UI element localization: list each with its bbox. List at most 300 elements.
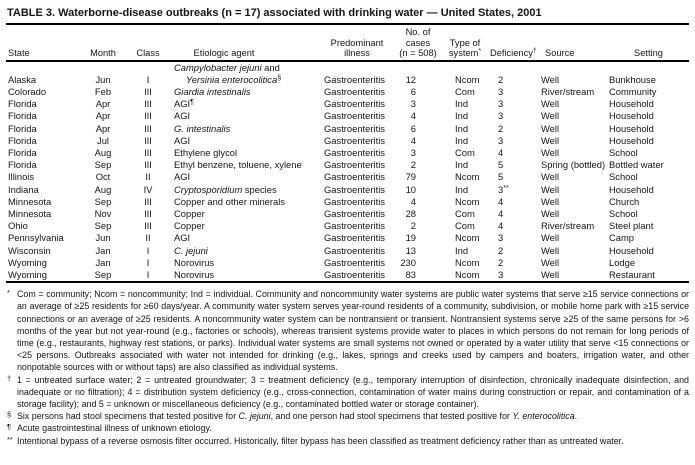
cell-deficiency bbox=[490, 232, 540, 244]
cell-type-of-system bbox=[440, 245, 490, 257]
cell-text: Com bbox=[455, 85, 475, 97]
cell-text: Com bbox=[455, 220, 475, 232]
cell-source bbox=[540, 257, 608, 269]
cell-class bbox=[126, 232, 170, 244]
footnote bbox=[6, 374, 689, 411]
cell-text: Ncom bbox=[455, 232, 480, 244]
cell-state bbox=[6, 98, 80, 110]
cell-type-of-system bbox=[440, 269, 490, 282]
cell-text: III bbox=[144, 85, 152, 97]
table-row bbox=[6, 184, 689, 196]
cell-text: Gastroenteritis bbox=[324, 256, 385, 268]
cell-text: 13 bbox=[405, 244, 416, 256]
cell-text: Sep bbox=[94, 268, 112, 280]
cell-state bbox=[6, 232, 80, 244]
cell-type-of-system bbox=[440, 196, 490, 208]
cell-deficiency bbox=[490, 159, 540, 171]
cell-source bbox=[540, 110, 608, 122]
cell-class bbox=[126, 220, 170, 232]
cell-setting bbox=[608, 86, 689, 98]
cell-text: Gastroenteritis bbox=[324, 220, 385, 232]
footnote-text: 1 = untreated surface water; 2 = untreated groundwater; 3 = treatment deficiency (e.g., temporary interruption of disinfection, chronically inadequate disinfection, and inadequate or no filtration); 4 = distribution system deficiency (e.g., cross-connection, contamination of water mains during construction or repair, and contamination of a storage facility); and 5 = unknown or miscellaneous deficiency (e.g., contaminated bottled water or storage container). bbox=[17, 374, 689, 409]
cell-etiologic-agent bbox=[170, 135, 318, 147]
cell-type-of-system bbox=[440, 257, 490, 269]
table-title: TABLE 3. Waterborne-disease outbreaks (n = 17) associated with drinking water — United States, 2001 bbox=[6, 4, 689, 25]
footnote bbox=[6, 410, 689, 422]
header-line bbox=[440, 48, 490, 59]
cell-etiologic-agent bbox=[170, 245, 318, 257]
superscript-marker: ¶ bbox=[190, 99, 194, 107]
cell-text: IV bbox=[143, 183, 153, 195]
cell-text: Jun bbox=[95, 73, 111, 85]
cell-text: School bbox=[609, 207, 638, 219]
cell-class bbox=[126, 98, 170, 110]
cell-text: Ncom bbox=[455, 256, 480, 268]
cell-text: Jan bbox=[95, 244, 111, 256]
cell-no-of-cases bbox=[396, 86, 440, 98]
footnotes bbox=[6, 288, 689, 447]
cell-source bbox=[540, 147, 608, 159]
cell-state bbox=[6, 86, 80, 98]
cell-text: Lodge bbox=[609, 256, 636, 268]
cell-text: AGI bbox=[174, 171, 191, 183]
cell-no-of-cases bbox=[396, 135, 440, 147]
agent-line-1 bbox=[174, 62, 318, 74]
cell-predominant-illness bbox=[318, 245, 396, 257]
cell-state bbox=[6, 196, 80, 208]
table-row bbox=[6, 220, 689, 232]
cell-predominant-illness bbox=[318, 232, 396, 244]
cell-text: Gastroenteritis bbox=[324, 244, 385, 256]
cell-month bbox=[80, 208, 126, 220]
table-row bbox=[6, 171, 689, 183]
cell-text: Gastroenteritis bbox=[324, 183, 385, 195]
agent-line-1 bbox=[174, 171, 318, 183]
cell-setting bbox=[608, 171, 689, 183]
cell-month bbox=[80, 269, 126, 282]
header-label: Setting bbox=[634, 48, 663, 58]
cell-text: 3 bbox=[498, 134, 504, 146]
cell-text: Well bbox=[541, 171, 560, 183]
footnote-text: Com = community; Ncom = noncommunity; Ind = individual. Community and noncommunity water systems are public water systems that serve ≥15 service connections or an average of ≥25 residents for ≥60 days/year. A community water system serves year-round residents of a community, subdivision, or mobile home park with ≥15 service connections or an average of ≥25 residents. A noncommunity water system can be nontransient or transient. Nontransient systems serve ≥25 of the same persons for >6 months of the year but not year-round (e.g., factories or schools), whereas transient systems provide water to places in which persons do not remain for long periods of time (e.g., restaurants, highway rest stations, or parks). Individual water systems are small systems not owned or operated by a water utility that serve <15 connections or <25 persons. Outbreaks associated with water not intended for drinking (e.g., lakes, springs and creeks used by campers and boaters, irrigation water, and other nonpotable sources with or without taps) are also classified as individual systems. bbox=[17, 289, 689, 373]
cell-text: 4 bbox=[498, 195, 504, 207]
header-label: Source bbox=[545, 48, 575, 58]
cell-deficiency bbox=[490, 184, 540, 196]
cell-text: 4 bbox=[410, 134, 416, 146]
cell-text: Household bbox=[609, 110, 654, 122]
cell-type-of-system bbox=[440, 220, 490, 232]
cell-text: Well bbox=[541, 232, 560, 244]
table-body bbox=[6, 61, 689, 283]
footnote-marker: * bbox=[7, 288, 10, 298]
cell-month bbox=[80, 147, 126, 159]
cell-deficiency bbox=[490, 123, 540, 135]
cell-state bbox=[6, 123, 80, 135]
cell-text: 4 bbox=[410, 195, 416, 207]
col-header-no-of-cases bbox=[396, 25, 440, 61]
footnote-text: Six persons had stool specimens that tested positive for bbox=[17, 411, 239, 422]
cell-text: Well bbox=[541, 73, 560, 85]
cell-text: Jan bbox=[95, 256, 111, 268]
cell-predominant-illness bbox=[318, 123, 396, 135]
cell-text: Pennsylvania bbox=[8, 232, 64, 244]
cell-deficiency bbox=[490, 86, 540, 98]
cell-predominant-illness bbox=[318, 147, 396, 159]
cell-etiologic-agent bbox=[170, 232, 318, 244]
cell-text: 2 bbox=[498, 244, 504, 256]
footnote-marker: † bbox=[7, 373, 12, 383]
cell-text: Sep bbox=[94, 220, 112, 232]
cell-text: 3 bbox=[498, 98, 504, 110]
cell-state bbox=[6, 110, 80, 122]
cell-text: Florida bbox=[8, 134, 37, 146]
cell-source bbox=[540, 171, 608, 183]
cell-setting bbox=[608, 135, 689, 147]
cell-class bbox=[126, 269, 170, 282]
cell-month bbox=[80, 171, 126, 183]
footnote bbox=[6, 288, 689, 373]
cell-text: Ind bbox=[455, 244, 469, 256]
cell-class bbox=[126, 86, 170, 98]
cell-state bbox=[6, 171, 80, 183]
cell-type-of-system bbox=[440, 171, 490, 183]
cell-text: II bbox=[145, 171, 151, 183]
cell-text: Wyoming bbox=[8, 268, 47, 280]
header-row bbox=[6, 25, 689, 61]
table-row bbox=[6, 159, 689, 171]
cell-text: Minnesota bbox=[8, 207, 52, 219]
cell-text: III bbox=[144, 159, 152, 171]
cell-text: I bbox=[146, 244, 150, 256]
cell-no-of-cases bbox=[396, 61, 440, 86]
cell-text: III bbox=[144, 220, 152, 232]
cell-type-of-system bbox=[440, 86, 490, 98]
cell-month bbox=[80, 232, 126, 244]
cell-text: Copper bbox=[174, 207, 205, 219]
col-header-etiologic-agent bbox=[170, 25, 318, 61]
cell-text: Florida bbox=[8, 122, 37, 134]
cell-text: 6 bbox=[410, 85, 416, 97]
cell-predominant-illness bbox=[318, 61, 396, 86]
cell-type-of-system bbox=[440, 208, 490, 220]
cell-text: Restaurant bbox=[609, 268, 655, 280]
cell-class bbox=[126, 245, 170, 257]
cell-text: III bbox=[144, 195, 152, 207]
cell-text: III bbox=[144, 122, 152, 134]
cell-text: 28 bbox=[405, 207, 416, 219]
cell-deficiency bbox=[490, 220, 540, 232]
cell-deficiency bbox=[490, 98, 540, 110]
cell-month bbox=[80, 257, 126, 269]
cell-type-of-system bbox=[440, 61, 490, 86]
cell-setting bbox=[608, 61, 689, 86]
cell-text: 4 bbox=[410, 110, 416, 122]
table-row bbox=[6, 147, 689, 159]
cell-text: Well bbox=[541, 256, 560, 268]
header-label: State bbox=[8, 48, 30, 58]
cell-state bbox=[6, 245, 80, 257]
cell-text: 3 bbox=[498, 85, 504, 97]
cell-deficiency bbox=[490, 257, 540, 269]
cell-deficiency bbox=[490, 147, 540, 159]
table-row bbox=[6, 232, 689, 244]
cell-type-of-system bbox=[440, 232, 490, 244]
cell-month bbox=[80, 220, 126, 232]
cell-text: Well bbox=[541, 110, 560, 122]
cell-class bbox=[126, 135, 170, 147]
cell-text: 4 bbox=[498, 220, 504, 232]
cell-text: 2 bbox=[498, 256, 504, 268]
cell-etiologic-agent bbox=[170, 110, 318, 122]
cell-text: Ind bbox=[455, 134, 469, 146]
cell-setting bbox=[608, 257, 689, 269]
cell-state bbox=[6, 257, 80, 269]
cell-deficiency bbox=[490, 208, 540, 220]
cell-text: Oct bbox=[95, 171, 111, 183]
cell-text: Community bbox=[609, 85, 657, 97]
cell-predominant-illness bbox=[318, 159, 396, 171]
col-header-source bbox=[540, 25, 608, 61]
cell-setting bbox=[608, 98, 689, 110]
cell-class bbox=[126, 159, 170, 171]
cell-deficiency bbox=[490, 110, 540, 122]
cell-text: Church bbox=[609, 195, 640, 207]
cell-class bbox=[126, 171, 170, 183]
cell-setting bbox=[608, 245, 689, 257]
col-header-setting bbox=[608, 25, 689, 61]
footnote-text: , and one person had stool specimens that tested positive for bbox=[270, 411, 513, 422]
cell-source bbox=[540, 269, 608, 282]
cell-text: C. jejuni bbox=[174, 244, 208, 256]
header-label: system bbox=[448, 48, 479, 58]
cell-source bbox=[540, 135, 608, 147]
cell-text: Aug bbox=[94, 183, 112, 195]
cell-text: Gastroenteritis bbox=[324, 134, 385, 146]
cell-predominant-illness bbox=[318, 269, 396, 282]
table-row bbox=[6, 123, 689, 135]
cell-text: 10 bbox=[405, 183, 416, 195]
col-header-class bbox=[126, 25, 170, 61]
cell-no-of-cases bbox=[396, 171, 440, 183]
header-line: cases bbox=[405, 37, 431, 48]
cell-month bbox=[80, 86, 126, 98]
cell-text: Ind bbox=[455, 183, 469, 195]
cell-source bbox=[540, 184, 608, 196]
cell-no-of-cases bbox=[396, 123, 440, 135]
agent-line-1 bbox=[174, 147, 318, 159]
cell-deficiency bbox=[490, 61, 540, 86]
cell-text: Gastroenteritis bbox=[324, 195, 385, 207]
cell-no-of-cases bbox=[396, 245, 440, 257]
cell-predominant-illness bbox=[318, 135, 396, 147]
cell-text: Gastroenteritis bbox=[324, 159, 385, 171]
cell-etiologic-agent bbox=[170, 123, 318, 135]
cell-text: Ind bbox=[455, 122, 469, 134]
cell-text: 4 bbox=[498, 207, 504, 219]
cell-text: Wisconsin bbox=[8, 244, 51, 256]
header-label: Deficiency bbox=[490, 48, 533, 58]
cell-text: Campylobacter jejuni bbox=[174, 61, 262, 73]
cell-text: Gastroenteritis bbox=[324, 232, 385, 244]
cell-type-of-system bbox=[440, 110, 490, 122]
cell-text: Norovirus bbox=[174, 268, 215, 280]
superscript-marker: * bbox=[478, 48, 482, 55]
cell-month bbox=[80, 123, 126, 135]
cell-etiologic-agent bbox=[170, 86, 318, 98]
header-line: No. of bbox=[405, 27, 431, 37]
cell-no-of-cases bbox=[396, 184, 440, 196]
cell-text: I bbox=[146, 73, 150, 85]
col-header-month bbox=[80, 25, 126, 61]
cell-etiologic-agent bbox=[170, 159, 318, 171]
footnote bbox=[6, 422, 689, 434]
table-row bbox=[6, 196, 689, 208]
cell-text: Ncom bbox=[455, 195, 480, 207]
cell-setting bbox=[608, 232, 689, 244]
cell-text: School bbox=[609, 171, 638, 183]
cell-type-of-system bbox=[440, 123, 490, 135]
cell-text: Norovirus bbox=[174, 256, 215, 268]
cell-state bbox=[6, 269, 80, 282]
cell-text: I bbox=[146, 268, 150, 280]
cell-text: Gastroenteritis bbox=[324, 207, 385, 219]
cell-text: 12 bbox=[405, 73, 416, 85]
superscript-marker: § bbox=[277, 74, 282, 82]
cell-text: I bbox=[146, 256, 150, 268]
cell-text: Well bbox=[541, 195, 560, 207]
agent-line-1 bbox=[174, 86, 318, 98]
cell-text: III bbox=[144, 134, 152, 146]
cell-text: River/stream bbox=[541, 220, 595, 232]
cell-month bbox=[80, 135, 126, 147]
outbreaks-table bbox=[6, 25, 689, 283]
table-row bbox=[6, 208, 689, 220]
cell-text: AGI bbox=[174, 98, 191, 110]
cell-state bbox=[6, 220, 80, 232]
cell-text: Ncom bbox=[455, 268, 480, 280]
cell-etiologic-agent bbox=[170, 220, 318, 232]
cell-source bbox=[540, 220, 608, 232]
cell-class bbox=[126, 196, 170, 208]
cell-text: Steel plant bbox=[609, 220, 654, 232]
cell-text: 3 bbox=[498, 268, 504, 280]
cell-text: Illinois bbox=[8, 171, 35, 183]
cell-text: II bbox=[145, 232, 151, 244]
cell-predominant-illness bbox=[318, 208, 396, 220]
cell-state bbox=[6, 159, 80, 171]
cell-no-of-cases bbox=[396, 269, 440, 282]
header-label: Etiologic agent bbox=[193, 48, 255, 58]
cell-month bbox=[80, 110, 126, 122]
cell-setting bbox=[608, 220, 689, 232]
cell-text: Bunkhouse bbox=[609, 73, 656, 85]
cell-text: Household bbox=[609, 183, 654, 195]
cell-text: Gastroenteritis bbox=[324, 122, 385, 134]
cell-text: Well bbox=[541, 207, 560, 219]
cell-state bbox=[6, 208, 80, 220]
header-label: Class bbox=[136, 48, 160, 58]
cell-etiologic-agent bbox=[170, 208, 318, 220]
cell-text: Colorado bbox=[8, 85, 47, 97]
cell-no-of-cases bbox=[396, 196, 440, 208]
cell-month bbox=[80, 245, 126, 257]
cell-text: Florida bbox=[8, 159, 37, 171]
cell-no-of-cases bbox=[396, 98, 440, 110]
cell-text: Household bbox=[609, 244, 654, 256]
cell-setting bbox=[608, 123, 689, 135]
cell-no-of-cases bbox=[396, 220, 440, 232]
footnote bbox=[6, 435, 689, 447]
cell-deficiency bbox=[490, 245, 540, 257]
cell-month bbox=[80, 61, 126, 86]
agent-line-1 bbox=[174, 257, 318, 269]
cell-text: Com bbox=[455, 207, 475, 219]
cell-state bbox=[6, 184, 80, 196]
cell-source bbox=[540, 123, 608, 135]
cell-text: III bbox=[144, 98, 152, 110]
footnote-text: Acute gastrointestinal illness of unknown etiology. bbox=[17, 423, 212, 434]
cell-text: Cryptosporidium bbox=[174, 183, 243, 195]
cell-class bbox=[126, 61, 170, 86]
table-row bbox=[6, 245, 689, 257]
cell-state bbox=[6, 147, 80, 159]
cell-text: Sep bbox=[94, 159, 112, 171]
cell-text: Ncom bbox=[455, 73, 480, 85]
table-row bbox=[6, 269, 689, 282]
cell-text: Wyoming bbox=[8, 256, 47, 268]
cell-text: Ind bbox=[455, 159, 469, 171]
cell-month bbox=[80, 184, 126, 196]
cell-text: 79 bbox=[405, 171, 416, 183]
cell-text: III bbox=[144, 110, 152, 122]
cell-text: Gastroenteritis bbox=[324, 110, 385, 122]
cell-text: 3 bbox=[498, 183, 504, 195]
cell-text: Household bbox=[609, 122, 654, 134]
agent-line-1 bbox=[174, 208, 318, 220]
col-header-state bbox=[6, 25, 80, 61]
table-row bbox=[6, 61, 689, 86]
cell-setting bbox=[608, 269, 689, 282]
header-line: (n = 508) bbox=[399, 48, 437, 58]
cell-etiologic-agent bbox=[170, 147, 318, 159]
cell-source bbox=[540, 245, 608, 257]
cell-text: 3 bbox=[498, 232, 504, 244]
table-row bbox=[6, 98, 689, 110]
cell-text: Camp bbox=[609, 232, 635, 244]
cell-state bbox=[6, 135, 80, 147]
cell-type-of-system bbox=[440, 184, 490, 196]
cell-deficiency bbox=[490, 135, 540, 147]
cell-etiologic-agent bbox=[170, 184, 318, 196]
cell-text: Apr bbox=[95, 110, 111, 122]
agent-line-1 bbox=[174, 159, 318, 171]
cell-setting bbox=[608, 147, 689, 159]
cell-text: III bbox=[144, 146, 152, 158]
cell-state bbox=[6, 61, 80, 86]
cell-text: Ethylene glycol bbox=[174, 146, 238, 158]
cell-text: Minnesota bbox=[8, 195, 52, 207]
cell-month bbox=[80, 196, 126, 208]
cell-text: Florida bbox=[8, 146, 37, 158]
cell-etiologic-agent bbox=[170, 98, 318, 110]
cell-text: 5 bbox=[498, 171, 504, 183]
cell-text: 2 bbox=[410, 159, 416, 171]
cell-text: 2 bbox=[410, 220, 416, 232]
cell-no-of-cases bbox=[396, 257, 440, 269]
cell-predominant-illness bbox=[318, 184, 396, 196]
cell-etiologic-agent bbox=[170, 269, 318, 282]
cell-predominant-illness bbox=[318, 257, 396, 269]
